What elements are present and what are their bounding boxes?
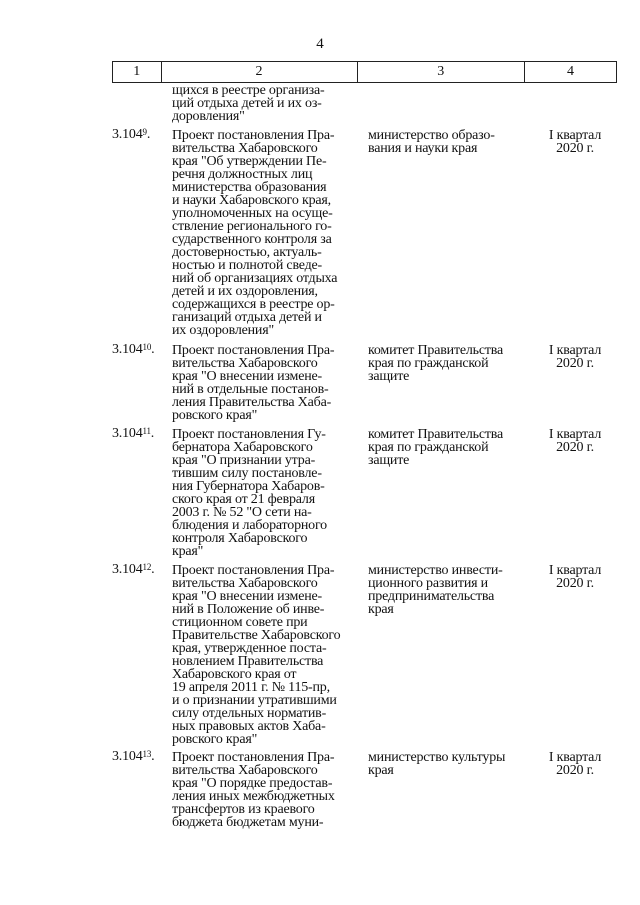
row-description-line: бюджета бюджетам муни- [172, 815, 324, 830]
row-executor-line: министерство образо- [368, 128, 495, 143]
row-number: 3.104$^{13}$. [112, 749, 155, 764]
row-executor-line: министерство инвести- [368, 563, 503, 578]
row-number: 3.104$^{11}$. [112, 426, 155, 441]
row-executor-line: вания и науки края [368, 141, 478, 156]
row-executor-line: края [368, 763, 394, 778]
row-term-line: 2020 г. [556, 576, 594, 591]
row-description-line: силу отдельных норматив- [172, 706, 327, 721]
row-description-line: тившим силу постановле- [172, 466, 322, 481]
row-description-line: Правительстве Хабаровского [172, 628, 341, 643]
row-description-line: ных правовых актов Хаба- [172, 719, 326, 734]
row-executor-line: края по гражданской [368, 356, 489, 371]
row-description-line: детей и их оздоровления, [172, 284, 318, 299]
header-col-3: 3 [357, 62, 524, 82]
row-description-line: сударственного контроля за [172, 232, 332, 247]
header-col-1: 1 [112, 62, 161, 82]
row-number: 3.104$^9$. [112, 127, 151, 142]
row-number: 3.104$^{12}$. [112, 562, 155, 577]
row-term-line: 2020 г. [556, 763, 594, 778]
row-description-line: ний в отдельные постанов- [172, 382, 329, 397]
row-description-line: ний в Положение об инве- [172, 602, 325, 617]
row-description-line: стиционном совете при [172, 615, 308, 630]
row-description-line: ствление регионального го- [172, 219, 332, 234]
row-description-line: 2003 г. № 52 "О сети на- [172, 505, 312, 520]
row-executor-line: предпринимательства [368, 589, 495, 604]
row-number: 3.104$^{10}$. [112, 342, 155, 357]
row-term-line: I квартал [548, 563, 602, 578]
row-executor-line: защите [368, 453, 410, 468]
row-term-line: I квартал [548, 427, 602, 442]
row-description-line: блюдения и лабораторного [172, 518, 327, 533]
header-col-4: 4 [524, 62, 617, 82]
row-description-line: ского края от 21 февраля [172, 492, 315, 507]
row-executor-line: защите [368, 369, 410, 384]
row-description-line: Проект постановления Пра- [172, 343, 335, 358]
continuation-line: ций отдыха детей и их оз- [172, 96, 322, 111]
row-description-line: речня должностных лиц [172, 167, 313, 182]
row-description-line: ния Губернатора Хабаров- [172, 479, 325, 494]
row-description-line: ровского края" [172, 408, 258, 423]
row-description-line: края "О признании утра- [172, 453, 316, 468]
row-description-line: ностью и полнотой сведе- [172, 258, 323, 273]
row-description-line: ганизаций отдыха детей и [172, 310, 322, 325]
row-description-line: министерства образования [172, 180, 327, 195]
row-description-line: достоверностью, актуаль- [172, 245, 322, 260]
row-term-line: 2020 г. [556, 141, 594, 156]
row-description-line: и науки Хабаровского края, [172, 193, 331, 208]
row-description-line: Проект постановления Пра- [172, 563, 335, 578]
row-description-line: края "О порядке предостав- [172, 776, 333, 791]
row-term-line: I квартал [548, 128, 602, 143]
row-executor-line: министерство культуры [368, 750, 506, 765]
row-description-line: бернатора Хабаровского [172, 440, 313, 455]
table-header [112, 61, 617, 83]
row-description-line: края "Об утверждении Пе- [172, 154, 327, 169]
row-term-line: 2020 г. [556, 356, 594, 371]
row-description-line: вительства Хабаровского [172, 356, 318, 371]
row-description-line: их оздоровления" [172, 323, 274, 338]
row-description-line: ний об организациях отдыха [172, 271, 338, 286]
row-description-line: Хабаровского края от [172, 667, 297, 682]
row-description-line: вительства Хабаровского [172, 763, 318, 778]
row-executor-line: комитет Правительства [368, 427, 504, 442]
row-description-line: края" [172, 544, 204, 559]
row-description-line: вительства Хабаровского [172, 141, 318, 156]
row-description-line: 19 апреля 2011 г. № 115-пр, [172, 680, 330, 695]
row-description-line: ления иных межбюджетных [172, 789, 335, 804]
row-description-line: новлением Правительства [172, 654, 324, 669]
row-description-line: Проект постановления Гу- [172, 427, 326, 442]
row-description-line: Проект постановления Пра- [172, 128, 335, 143]
row-description-line: вительства Хабаровского [172, 576, 318, 591]
row-description-line: Проект постановления Пра- [172, 750, 335, 765]
row-term-line: I квартал [548, 750, 602, 765]
row-executor-line: ционного развития и [368, 576, 488, 591]
row-description-line: края "О внесении измене- [172, 369, 322, 384]
row-executor-line: края [368, 602, 394, 617]
row-description-line: края, утвержденное поста- [172, 641, 327, 656]
page-number: 4 [316, 36, 324, 52]
row-term-line: I квартал [548, 343, 602, 358]
continuation-line: доровления" [172, 109, 245, 124]
row-executor-line: комитет Правительства [368, 343, 504, 358]
row-description-line: уполномоченных на осуще- [172, 206, 333, 221]
row-description-line: края "О внесении измене- [172, 589, 322, 604]
row-description-line: содержащихся в реестре ор- [172, 297, 335, 312]
row-term-line: 2020 г. [556, 440, 594, 455]
row-description-line: трансфертов из краевого [172, 802, 315, 817]
row-description-line: и о признании утратившими [172, 693, 337, 708]
row-description-line: контроля Хабаровского [172, 531, 308, 546]
header-col-2: 2 [161, 62, 357, 82]
row-description-line: ления Правительства Хаба- [172, 395, 332, 410]
continuation-line: щихся в реестре организа- [172, 83, 325, 98]
row-description-line: ровского края" [172, 732, 258, 747]
row-executor-line: края по гражданской [368, 440, 489, 455]
